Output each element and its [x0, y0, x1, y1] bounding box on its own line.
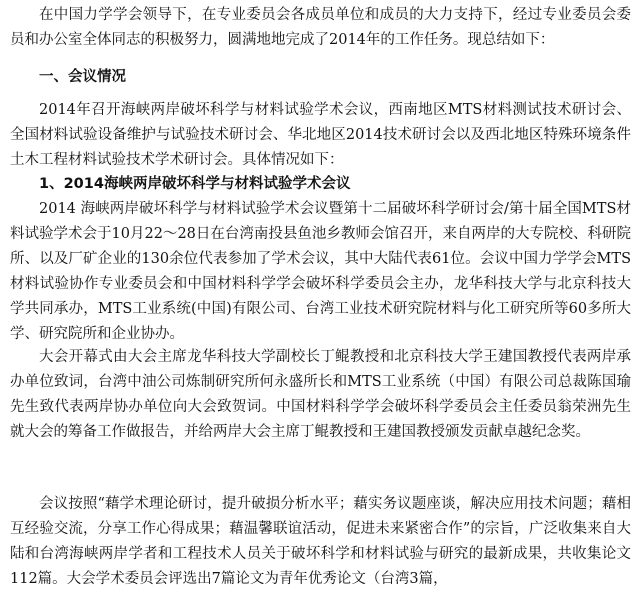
conference-organization-paragraph: 2014 海峡两岸破坏科学与材料试验学术会议暨第十二届破坏科学研讨会/第十届全国MTS材料试验学术会于10月22～28日在台湾南投县鱼池乡教师会馆召开，来自两岸的大专院校、科研院所、以及厂矿企业的130余位代表参加了学术会议，其中大陆代表61位。会议中国力学学会MTS材料试验协作专业委员会和中国材料科学学会破坏科学委员会主办，龙华科技大学与北京科技大学共同承办，MTS工业系统(中国)有限公司、台湾工业技术研究院材料与化工研究所等60多所大学、研究院所和企业协办。 [10, 201, 631, 342]
intro-paragraph: 在中国力学学会领导下，在专业委员会各成员单位和成员的大力支持下，经过专业委员会委员和办公室全体同志的积极努力，圆满地地完成了2014年的工作任务。现总结如下： [10, 7, 631, 48]
subheading-cross-strait-conference: 1、2014海峡两岸破坏科学与材料试验学术会议 [39, 176, 351, 192]
meetings-summary-paragraph: 2014年召开海峡两岸破坏科学与材料试验学术会议，西南地区MTS材料测试技术研讨会、全国材料试验设备维护与试验技术研讨会、华北地区2014技术研讨会以及西北地区特殊环境条件土木工程材料试验技术学术研讨会。具体情况如下： [10, 102, 631, 168]
section-heading-meetings: 一、会议情况 [39, 69, 126, 85]
conference-theme-paragraph: 会议按照“藉学术理论研讨，提升破损分析水平；藉实务议题座谈，解决应用技术问题；藉相互经验交流，分享工作心得成果；藉温馨联谊活动，促进未来紧密合作”的宗旨，广泛收集来自大陆和台湾海峡两岸学者和工程技术人员关于破坏科学和材料试验与研究的最新成果，共收集论文112篇。大会学术委员会评选出7篇论文为青年优秀论文（台湾3篇， [10, 496, 631, 587]
opening-ceremony-paragraph: 大会开幕式由大会主席龙华科技大学副校长丁鲲教授和北京科技大学王建国教授代表两岸承办单位致词，台湾中油公司炼制研究所何永盛所长和MTS工业系统（中国）有限公司总裁陈国瑜先生致代表两岸协办单位向大会致贺词。中国材料科学学会破坏科学委员会主任委员翁荣洲先生就大会的筹备工作做报告，并给两岸大会主席丁鲲教授和王建国教授颁发贡献卓越纪念奖。 [10, 349, 631, 440]
